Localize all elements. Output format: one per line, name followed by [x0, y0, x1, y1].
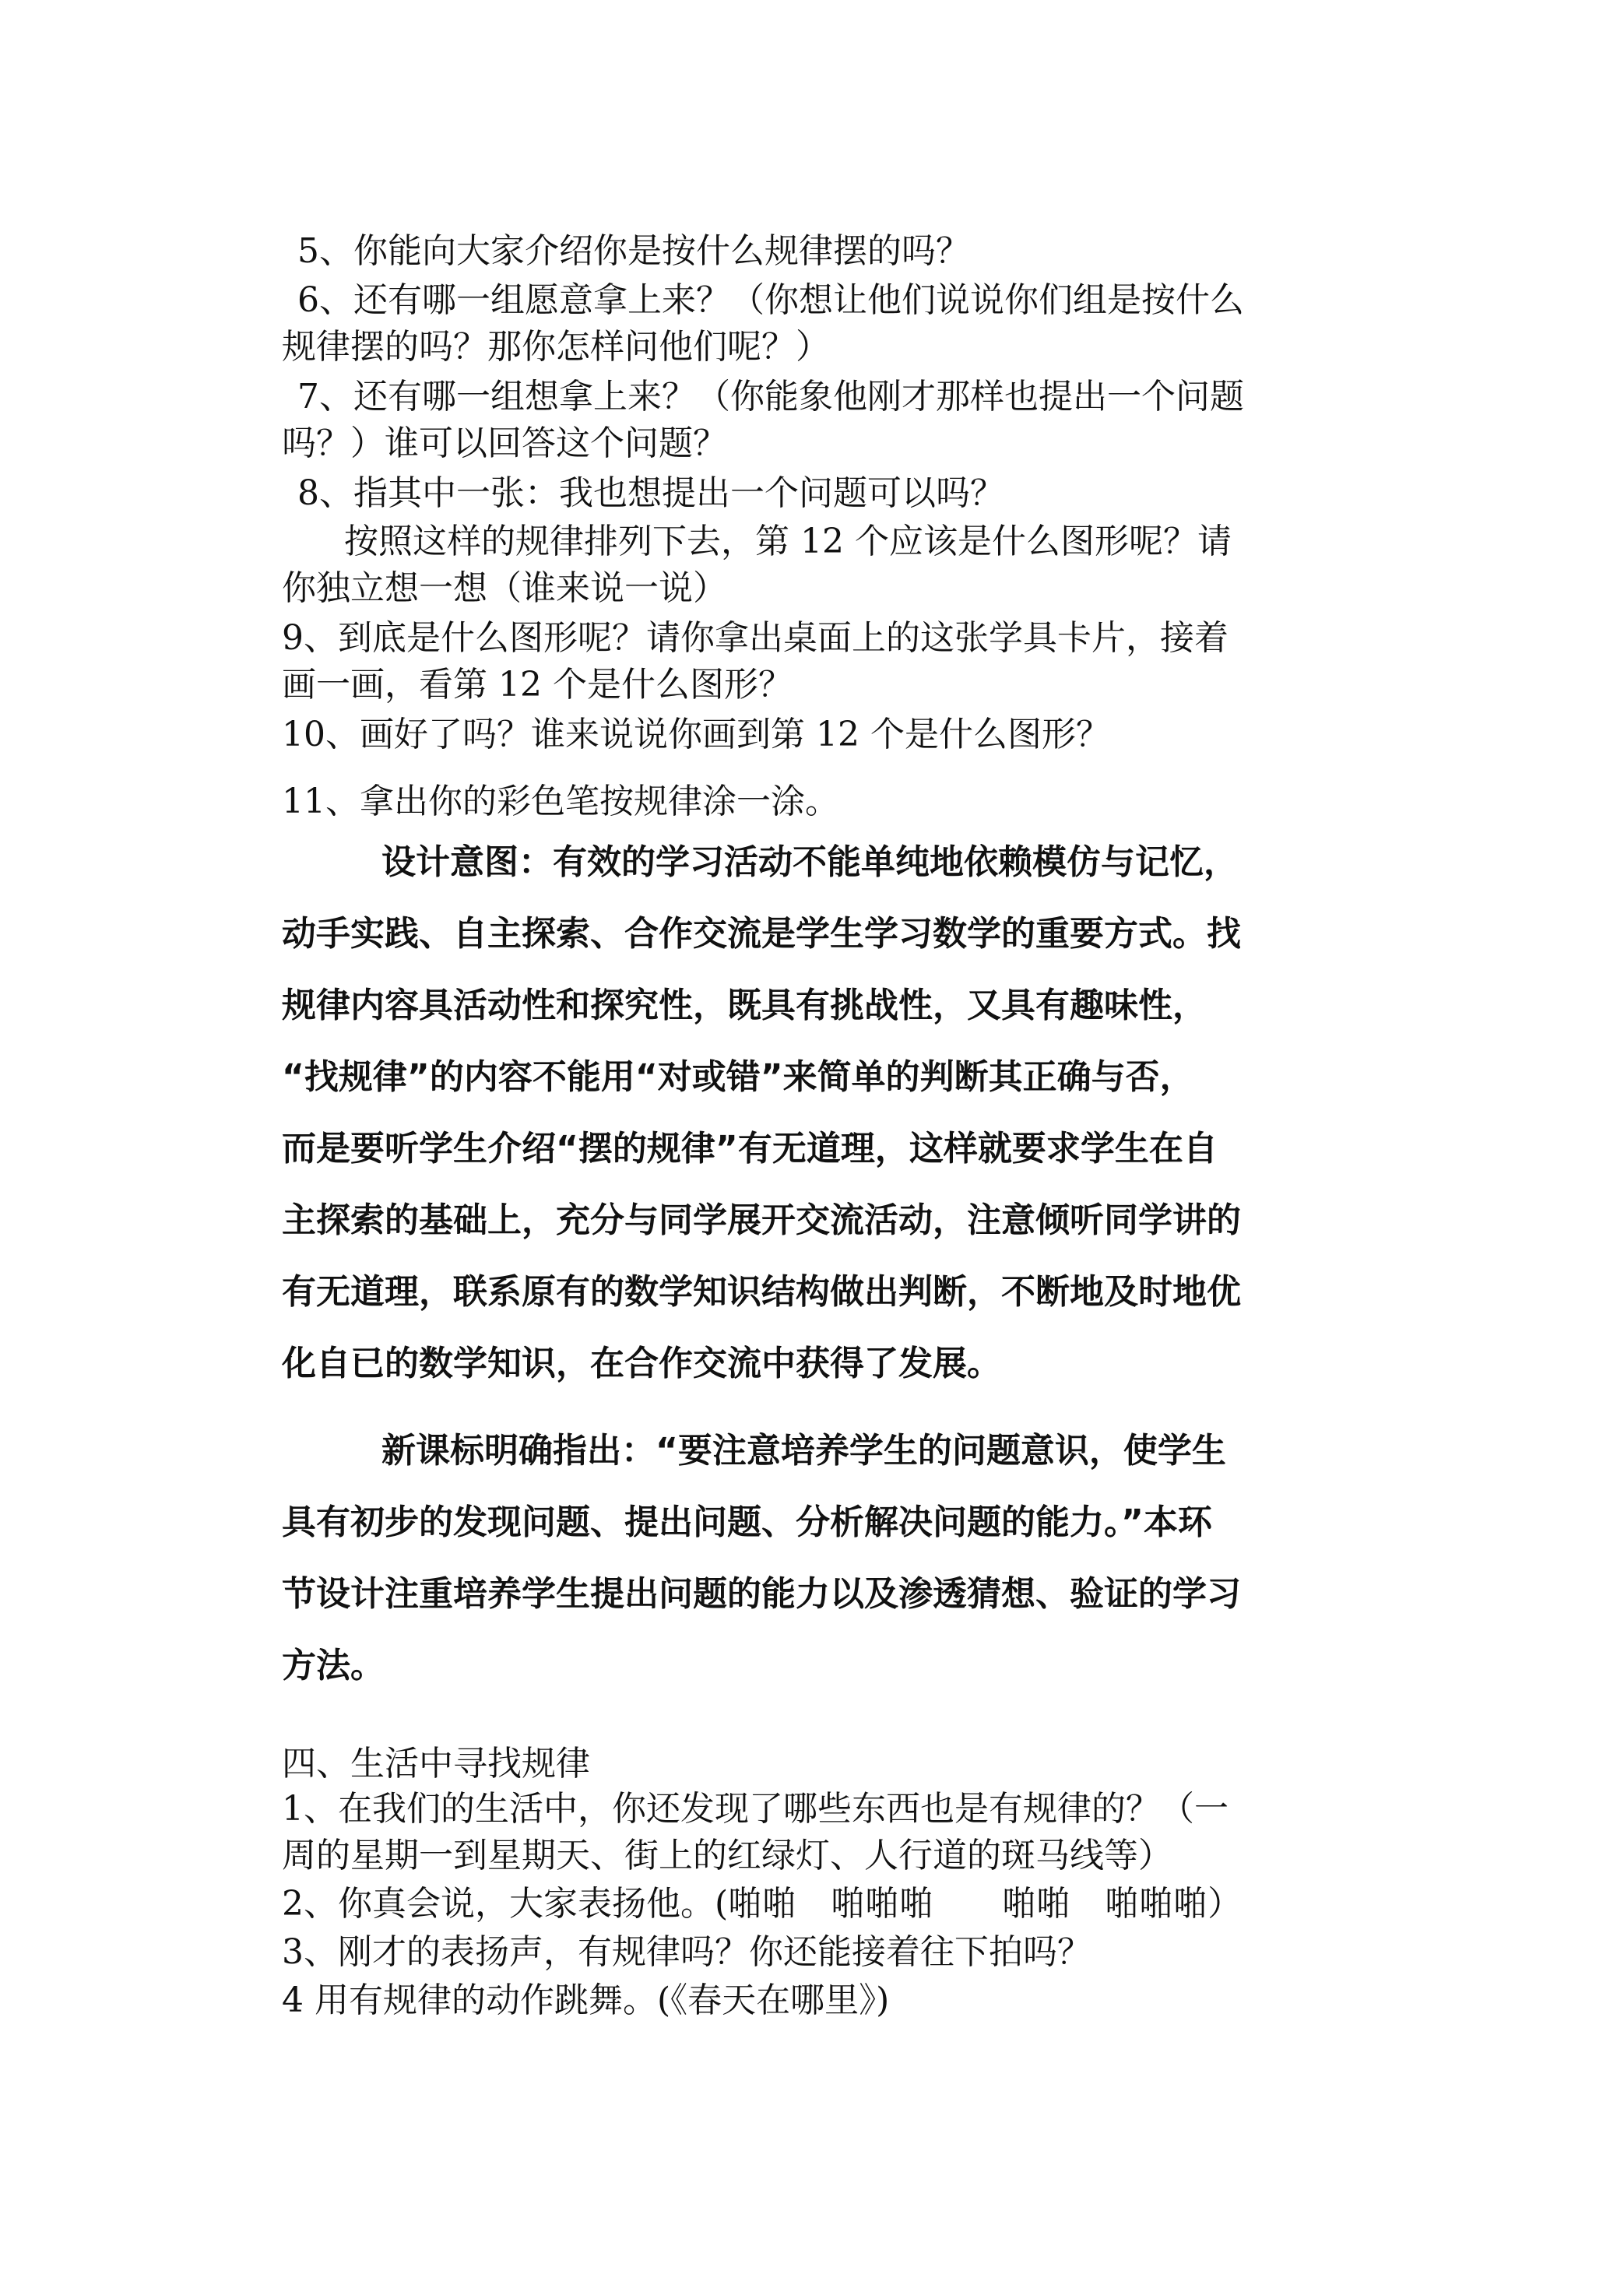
- design-intent-para-1-line-3: 规律内容具活动性和探究性，既具有挑战性，又具有趣味性，: [282, 986, 1207, 1025]
- life-item-4-line: 4 用有规律的动作跳舞。(《春天在哪里》): [282, 1980, 890, 2020]
- design-intent-para-2-line-4: 方法。: [282, 1646, 385, 1685]
- step-9-line-cont: 画一画，看第 12 个是什么图形？: [282, 665, 793, 705]
- design-intent-para-1-line-2: 动手实践、自主探索、合作交流是学生学习数学的重要方式。找: [282, 914, 1241, 954]
- step-10-line: 10、画好了吗？谁来说说你画到第 12 个是什么图形？: [282, 715, 1110, 754]
- design-intent-para-1-line-5: 而是要听学生介绍“摆的规律”有无道理，这样就要求学生在自: [282, 1129, 1218, 1169]
- design-intent-para-2-line-3: 节设计注重培养学生提出问题的能力以及渗透猜想、验证的学习: [282, 1574, 1241, 1614]
- step-6-line: 6、还有哪一组愿意拿上来？（你想让他们说说你们组是按什么: [297, 280, 1244, 320]
- step-8-question-cont: 你独立想一想（谁来说一说）: [282, 568, 727, 608]
- design-intent-para-2-line-1: 新课标明确指出：“要注意培养学生的问题意识，使学生: [381, 1431, 1226, 1471]
- life-item-1-line: 1、在我们的生活中，你还发现了哪些东西也是有规律的？（一: [282, 1789, 1229, 1829]
- step-8-line: 8、指其中一张：我也想提出一个问题可以吗？: [297, 473, 1004, 513]
- design-intent-para-1-line-4: “找规律”的内容不能用“对或错”来简单的判断其正确与否，: [282, 1057, 1194, 1097]
- step-7-line: 7、还有哪一组想拿上来？（你能象他刚才那样也提出一个问题: [297, 377, 1244, 416]
- step-9-line: 9、到底是什么图形呢？请你拿出桌面上的这张学具卡片，接着: [282, 618, 1229, 658]
- step-11-line: 11、拿出你的彩色笔按规律涂一涂。: [282, 782, 839, 821]
- design-intent-para-1-line-6: 主探索的基础上，充分与同学展开交流活动，注意倾听同学讲的: [282, 1200, 1241, 1240]
- section-heading: 四、生活中寻找规律: [282, 1744, 590, 1784]
- life-item-2-line: 2、你真会说，大家表扬他。(啪啪 啪啪啪 啪啪 啪啪啪）: [282, 1884, 1243, 1924]
- design-intent-para-1-line-7: 有无道理，联系原有的数学知识结构做出判断，不断地及时地优: [282, 1272, 1241, 1312]
- design-intent-para-1-line-8: 化自已的数学知识，在合作交流中获得了发展。: [282, 1344, 1001, 1383]
- design-intent-para-2-line-2: 具有初步的发现问题、提出问题、分析解决问题的能力。”本环: [282, 1502, 1212, 1542]
- step-7-line-cont: 吗？）谁可以回答这个问题？: [282, 424, 727, 463]
- design-intent-para-1-line-1: 设计意图：有效的学习活动不能单纯地依赖模仿与记忆，: [381, 842, 1238, 882]
- life-item-3-line: 3、刚才的表扬声，有规律吗？你还能接着往下拍吗？: [282, 1932, 1091, 1972]
- step-6-line-cont: 规律摆的吗？那你怎样问他们呢？）: [282, 327, 830, 367]
- step-8-question: 按照这样的规律排列下去，第 12 个应该是什么图形呢？请: [344, 522, 1232, 561]
- life-item-1-line-cont: 周的星期一到星期天、街上的红绿灯、人行道的斑马线等）: [282, 1836, 1172, 1875]
- step-5-line: 5、你能向大家介绍你是按什么规律摆的吗？: [297, 231, 970, 271]
